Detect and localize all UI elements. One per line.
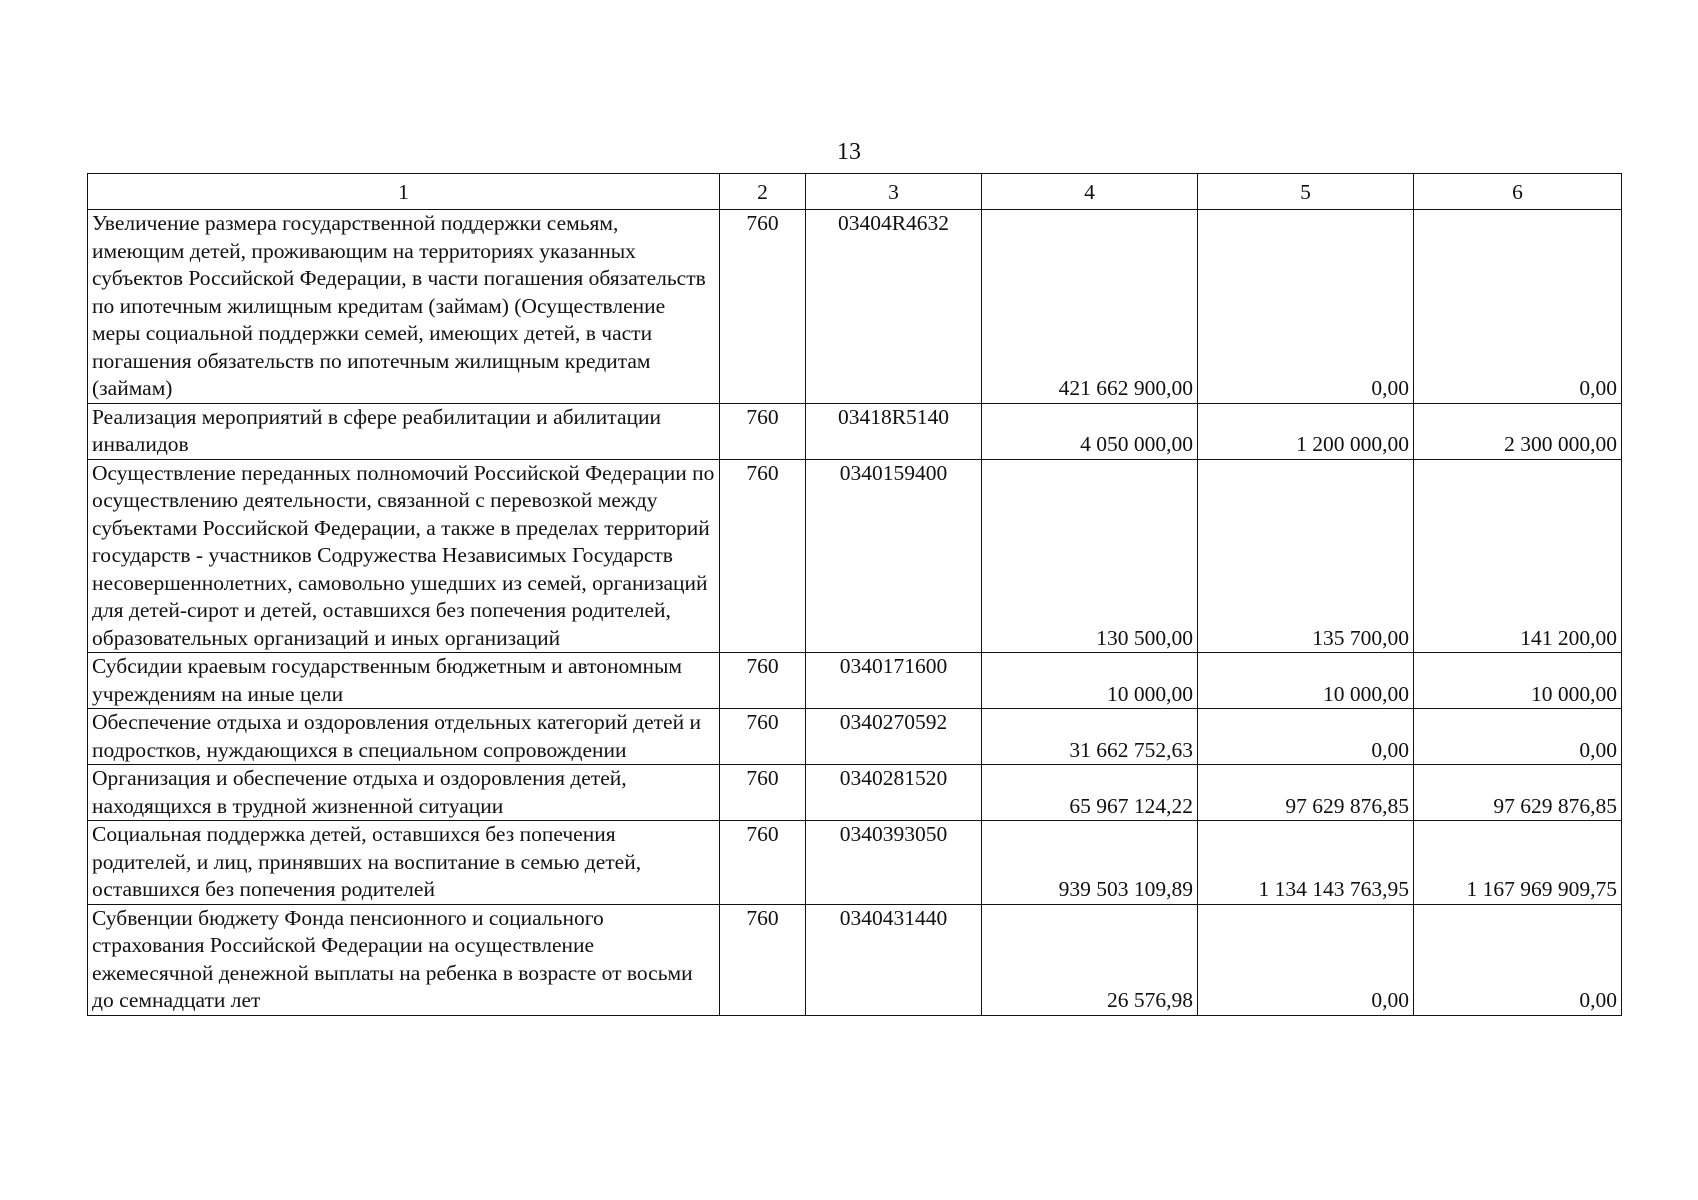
row-amount-col5: 97 629 876,85 bbox=[1198, 765, 1414, 821]
row-target-code: 0340159400 bbox=[806, 459, 982, 653]
row-department-code: 760 bbox=[720, 403, 806, 459]
row-target-code: 03418R5140 bbox=[806, 403, 982, 459]
table-row bbox=[88, 210, 1622, 404]
row-amount-col5: 1 200 000,00 bbox=[1198, 403, 1414, 459]
page-number: 13 bbox=[837, 139, 861, 165]
row-amount-col4: 421 662 900,00 bbox=[982, 210, 1198, 404]
row-amount-col5: 135 700,00 bbox=[1198, 459, 1414, 653]
row-amount-col4: 10 000,00 bbox=[982, 653, 1198, 709]
row-name: Организация и обеспечение отдыха и оздоровления детей, находящихся в трудной жизненной ситуации bbox=[88, 765, 720, 821]
row-department-code: 760 bbox=[720, 459, 806, 653]
table-row bbox=[88, 459, 1622, 653]
row-amount-col6: 10 000,00 bbox=[1414, 653, 1622, 709]
row-department-code: 760 bbox=[720, 904, 806, 1015]
column-header-2: 2 bbox=[720, 174, 806, 210]
row-target-code: 0340431440 bbox=[806, 904, 982, 1015]
row-name: Социальная поддержка детей, оставшихся без попечения родителей, и лиц, принявших на воспитание в семью детей, оставшихся без попечения родителей bbox=[88, 821, 720, 905]
row-amount-col6: 0,00 bbox=[1414, 210, 1622, 404]
row-amount-col5: 0,00 bbox=[1198, 210, 1414, 404]
row-target-code: 0340281520 bbox=[806, 765, 982, 821]
row-amount-col4: 939 503 109,89 bbox=[982, 821, 1198, 905]
row-name: Субвенции бюджету Фонда пенсионного и социального страхования Российской Федерации на осуществление ежемесячной денежной выплаты на ребенка в возрасте от восьми до семнадцати лет bbox=[88, 904, 720, 1015]
budget-table bbox=[87, 173, 1622, 1016]
row-amount-col5: 0,00 bbox=[1198, 709, 1414, 765]
header-row bbox=[88, 174, 1622, 210]
row-department-code: 760 bbox=[720, 765, 806, 821]
column-header-1: 1 bbox=[88, 174, 720, 210]
row-name: Субсидии краевым государственным бюджетным и автономным учреждениям на иные цели bbox=[88, 653, 720, 709]
row-name: Увеличение размера государственной поддержки семьям, имеющим детей, проживающим на территориях указанных субъектов Российской Федерации, в части погашения обязательств по ипотечным жилищным кредитам (займам) (Осуществление меры социальной поддержки семей, имеющих детей, в части погашения обязательств по ипотечным жилищным кредитам (займам) bbox=[88, 210, 720, 404]
column-header-3: 3 bbox=[806, 174, 982, 210]
row-amount-col4: 65 967 124,22 bbox=[982, 765, 1198, 821]
row-target-code: 0340270592 bbox=[806, 709, 982, 765]
table-row bbox=[88, 765, 1622, 821]
row-name: Реализация мероприятий в сфере реабилитации и абилитации инвалидов bbox=[88, 403, 720, 459]
row-amount-col6: 2 300 000,00 bbox=[1414, 403, 1622, 459]
table-row bbox=[88, 821, 1622, 905]
row-name: Осуществление переданных полномочий Российской Федерации по осуществлению деятельности, связанной с перевозкой между субъектами Российской Федерации, а также в пределах территорий государств - участников Содружества Независимых Государств несовершеннолетних, самовольно ушедших из семей, организаций для детей-сирот и детей, оставшихся без попечения родителей, образовательных организаций и иных организаций bbox=[88, 459, 720, 653]
row-amount-col4: 31 662 752,63 bbox=[982, 709, 1198, 765]
row-amount-col4: 130 500,00 bbox=[982, 459, 1198, 653]
table-row bbox=[88, 653, 1622, 709]
row-amount-col6: 141 200,00 bbox=[1414, 459, 1622, 653]
row-amount-col5: 10 000,00 bbox=[1198, 653, 1414, 709]
column-header-4: 4 bbox=[982, 174, 1198, 210]
row-department-code: 760 bbox=[720, 821, 806, 905]
row-target-code: 0340171600 bbox=[806, 653, 982, 709]
column-header-5: 5 bbox=[1198, 174, 1414, 210]
row-department-code: 760 bbox=[720, 709, 806, 765]
row-department-code: 760 bbox=[720, 653, 806, 709]
row-amount-col4: 26 576,98 bbox=[982, 904, 1198, 1015]
table-row bbox=[88, 403, 1622, 459]
row-amount-col5: 1 134 143 763,95 bbox=[1198, 821, 1414, 905]
row-amount-col5: 0,00 bbox=[1198, 904, 1414, 1015]
row-target-code: 03404R4632 bbox=[806, 210, 982, 404]
table-row bbox=[88, 904, 1622, 1015]
column-header-6: 6 bbox=[1414, 174, 1622, 210]
table-row bbox=[88, 709, 1622, 765]
row-amount-col6: 0,00 bbox=[1414, 904, 1622, 1015]
row-target-code: 0340393050 bbox=[806, 821, 982, 905]
row-amount-col4: 4 050 000,00 bbox=[982, 403, 1198, 459]
row-department-code: 760 bbox=[720, 210, 806, 404]
row-amount-col6: 0,00 bbox=[1414, 709, 1622, 765]
row-name: Обеспечение отдыха и оздоровления отдельных категорий детей и подростков, нуждающихся в специальном сопровождении bbox=[88, 709, 720, 765]
row-amount-col6: 1 167 969 909,75 bbox=[1414, 821, 1622, 905]
row-amount-col6: 97 629 876,85 bbox=[1414, 765, 1622, 821]
